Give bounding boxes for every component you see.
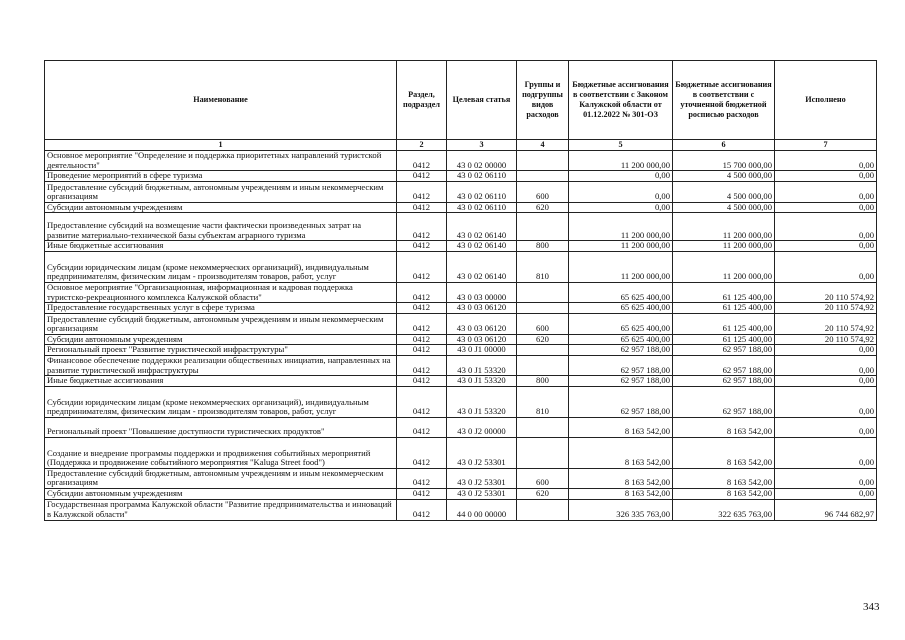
cell-updated-amount: 8 163 542,00 — [673, 488, 775, 499]
cell-updated-amount: 4 500 000,00 — [673, 202, 775, 213]
column-number-row — [45, 140, 877, 151]
header-law: Бюджетные ассигнования в соответствии с Законом Калужской области от 01.12.2022 № 301-ОЗ — [569, 61, 673, 140]
cell-group: 800 — [517, 241, 569, 252]
cell-executed-amount: 0,00 — [775, 345, 877, 356]
header-executed: Исполнено — [775, 61, 877, 140]
cell-section: 0412 — [397, 181, 447, 202]
table-row — [45, 437, 877, 468]
cell-group — [517, 499, 569, 520]
cell-target: 43 0 J1 53320 — [447, 376, 517, 387]
cell-section: 0412 — [397, 171, 447, 182]
cell-group — [517, 213, 569, 241]
cell-target: 43 0 03 00000 — [447, 282, 517, 302]
cell-section: 0412 — [397, 213, 447, 241]
cell-name: Основное мероприятие "Организационная, информационная и кадровая поддержка туристско-рекреационного комплекса Калужской области" — [45, 282, 397, 302]
cell-group: 600 — [517, 468, 569, 488]
budget-table — [44, 60, 877, 521]
table-row — [45, 313, 877, 334]
cell-name: Предоставление государственных услуг в сфере туризма — [45, 303, 397, 314]
cell-target: 43 0 02 06110 — [447, 171, 517, 182]
column-number: 2 — [397, 140, 447, 151]
cell-executed-amount: 0,00 — [775, 376, 877, 387]
cell-section: 0412 — [397, 417, 447, 437]
cell-group — [517, 345, 569, 356]
cell-updated-amount: 61 125 400,00 — [673, 313, 775, 334]
cell-target: 43 0 J1 53320 — [447, 355, 517, 375]
cell-name: Создание и внедрение программы поддержки и продвижения событийных мероприятий (Поддержка и продвижение событийного мероприятия "Kaluga Street food") — [45, 437, 397, 468]
cell-section: 0412 — [397, 499, 447, 520]
cell-group — [517, 303, 569, 314]
cell-target: 43 0 02 06110 — [447, 181, 517, 202]
cell-law-amount: 62 957 188,00 — [569, 345, 673, 356]
cell-executed-amount: 0,00 — [775, 488, 877, 499]
cell-law-amount: 8 163 542,00 — [569, 437, 673, 468]
cell-updated-amount: 62 957 188,00 — [673, 345, 775, 356]
table-row — [45, 282, 877, 302]
cell-updated-amount: 62 957 188,00 — [673, 386, 775, 417]
cell-name: Региональный проект "Развитие туристической инфраструктуры" — [45, 345, 397, 356]
cell-executed-amount: 0,00 — [775, 241, 877, 252]
cell-name: Предоставление субсидий на возмещение части фактически произведенных затрат на развитие материально-технической базы субъектам аграрного туризма — [45, 213, 397, 241]
cell-law-amount: 65 625 400,00 — [569, 303, 673, 314]
column-number: 6 — [673, 140, 775, 151]
cell-section: 0412 — [397, 241, 447, 252]
cell-name: Региональный проект "Повышение доступности туристических продуктов" — [45, 417, 397, 437]
cell-section: 0412 — [397, 437, 447, 468]
cell-section: 0412 — [397, 386, 447, 417]
cell-updated-amount: 11 200 000,00 — [673, 213, 775, 241]
table-row — [45, 202, 877, 213]
cell-section: 0412 — [397, 355, 447, 375]
budget-table-sheet — [44, 60, 877, 521]
table-row — [45, 488, 877, 499]
cell-group: 620 — [517, 334, 569, 345]
cell-group: 600 — [517, 313, 569, 334]
cell-law-amount: 65 625 400,00 — [569, 313, 673, 334]
table-row — [45, 345, 877, 356]
cell-group — [517, 282, 569, 302]
cell-executed-amount: 0,00 — [775, 355, 877, 375]
cell-executed-amount: 20 110 574,92 — [775, 282, 877, 302]
cell-executed-amount: 0,00 — [775, 171, 877, 182]
cell-group — [517, 437, 569, 468]
cell-updated-amount: 62 957 188,00 — [673, 355, 775, 375]
cell-law-amount: 8 163 542,00 — [569, 468, 673, 488]
cell-executed-amount: 0,00 — [775, 417, 877, 437]
table-row — [45, 417, 877, 437]
header-updated: Бюджетные ассигнования в соответствии с уточненной бюджетной росписью расходов — [673, 61, 775, 140]
header-name: Наименование — [45, 61, 397, 140]
cell-target: 43 0 J2 53301 — [447, 488, 517, 499]
table-row — [45, 303, 877, 314]
cell-updated-amount: 61 125 400,00 — [673, 282, 775, 302]
column-number: 4 — [517, 140, 569, 151]
header-groups: Группы и подгруппы видов расходов — [517, 61, 569, 140]
column-number: 7 — [775, 140, 877, 151]
cell-section: 0412 — [397, 313, 447, 334]
cell-target: 43 0 J2 53301 — [447, 468, 517, 488]
cell-executed-amount: 20 110 574,92 — [775, 303, 877, 314]
cell-executed-amount: 0,00 — [775, 251, 877, 282]
cell-executed-amount: 20 110 574,92 — [775, 313, 877, 334]
cell-law-amount: 8 163 542,00 — [569, 417, 673, 437]
cell-law-amount: 11 200 000,00 — [569, 213, 673, 241]
cell-name: Проведение мероприятий в сфере туризма — [45, 171, 397, 182]
cell-target: 43 0 03 06120 — [447, 313, 517, 334]
cell-group: 810 — [517, 386, 569, 417]
table-row — [45, 376, 877, 387]
cell-executed-amount: 0,00 — [775, 181, 877, 202]
cell-group: 800 — [517, 376, 569, 387]
page-number: 343 — [863, 601, 880, 613]
table-row — [45, 181, 877, 202]
cell-group: 620 — [517, 202, 569, 213]
cell-executed-amount: 0,00 — [775, 468, 877, 488]
cell-name: Субсидии автономным учреждениям — [45, 334, 397, 345]
cell-section: 0412 — [397, 202, 447, 213]
cell-law-amount: 11 200 000,00 — [569, 241, 673, 252]
cell-updated-amount: 61 125 400,00 — [673, 334, 775, 345]
cell-name: Основное мероприятие "Определение и поддержка приоритетных направлений туристской деятельности" — [45, 151, 397, 171]
table-row — [45, 241, 877, 252]
cell-group — [517, 171, 569, 182]
header-target: Целевая статья — [447, 61, 517, 140]
cell-updated-amount: 11 200 000,00 — [673, 251, 775, 282]
cell-law-amount: 62 957 188,00 — [569, 376, 673, 387]
cell-target: 43 0 02 06140 — [447, 241, 517, 252]
cell-law-amount: 8 163 542,00 — [569, 488, 673, 499]
cell-updated-amount: 4 500 000,00 — [673, 181, 775, 202]
cell-law-amount: 65 625 400,00 — [569, 334, 673, 345]
cell-law-amount: 0,00 — [569, 181, 673, 202]
cell-executed-amount: 0,00 — [775, 213, 877, 241]
table-row — [45, 334, 877, 345]
cell-executed-amount: 20 110 574,92 — [775, 334, 877, 345]
cell-updated-amount: 8 163 542,00 — [673, 468, 775, 488]
cell-section: 0412 — [397, 468, 447, 488]
cell-name: Государственная программа Калужской области "Развитие предпринимательства и инноваций в Калужской области" — [45, 499, 397, 520]
header-section: Раздел, подраздел — [397, 61, 447, 140]
cell-updated-amount: 8 163 542,00 — [673, 417, 775, 437]
table-row — [45, 251, 877, 282]
cell-section: 0412 — [397, 488, 447, 499]
cell-target: 43 0 J2 00000 — [447, 417, 517, 437]
cell-group: 600 — [517, 181, 569, 202]
table-row — [45, 171, 877, 182]
column-number: 5 — [569, 140, 673, 151]
column-number: 3 — [447, 140, 517, 151]
cell-name: Предоставление субсидий бюджетным, автономным учреждениям и иным некоммерческим организациям — [45, 181, 397, 202]
cell-updated-amount: 15 700 000,00 — [673, 151, 775, 171]
cell-name: Субсидии автономным учреждениям — [45, 488, 397, 499]
table-row — [45, 468, 877, 488]
cell-law-amount: 62 957 188,00 — [569, 386, 673, 417]
cell-executed-amount: 0,00 — [775, 437, 877, 468]
cell-target: 43 0 02 06110 — [447, 202, 517, 213]
cell-executed-amount: 0,00 — [775, 386, 877, 417]
cell-updated-amount: 11 200 000,00 — [673, 241, 775, 252]
cell-group — [517, 151, 569, 171]
cell-section: 0412 — [397, 151, 447, 171]
cell-law-amount: 0,00 — [569, 171, 673, 182]
cell-section: 0412 — [397, 282, 447, 302]
cell-section: 0412 — [397, 251, 447, 282]
cell-section: 0412 — [397, 376, 447, 387]
cell-section: 0412 — [397, 303, 447, 314]
cell-target: 43 0 03 06120 — [447, 334, 517, 345]
cell-target: 43 0 J1 53320 — [447, 386, 517, 417]
cell-target: 43 0 02 06140 — [447, 213, 517, 241]
cell-executed-amount: 0,00 — [775, 151, 877, 171]
cell-updated-amount: 4 500 000,00 — [673, 171, 775, 182]
cell-law-amount: 11 200 000,00 — [569, 151, 673, 171]
cell-target: 43 0 02 00000 — [447, 151, 517, 171]
cell-group: 620 — [517, 488, 569, 499]
table-row — [45, 151, 877, 171]
cell-name: Субсидии автономным учреждениям — [45, 202, 397, 213]
table-row — [45, 386, 877, 417]
cell-name: Иные бюджетные ассигнования — [45, 241, 397, 252]
cell-name: Финансовое обеспечение поддержки реализации общественных инициатив, направленных на развитие туристической инфраструктуры — [45, 355, 397, 375]
cell-name: Предоставление субсидий бюджетным, автономным учреждениям и иным некоммерческим организациям — [45, 468, 397, 488]
cell-section: 0412 — [397, 334, 447, 345]
cell-law-amount: 65 625 400,00 — [569, 282, 673, 302]
cell-target: 43 0 02 06140 — [447, 251, 517, 282]
table-row — [45, 213, 877, 241]
table-row — [45, 499, 877, 520]
table-row — [45, 355, 877, 375]
cell-law-amount: 326 335 763,00 — [569, 499, 673, 520]
cell-target: 43 0 J1 00000 — [447, 345, 517, 356]
cell-name: Субсидии юридическим лицам (кроме некоммерческих организаций), индивидуальным предпринимателям, физическим лицам - производителям товаров, работ, услуг — [45, 386, 397, 417]
cell-target: 44 0 00 00000 — [447, 499, 517, 520]
cell-executed-amount: 96 744 682,97 — [775, 499, 877, 520]
cell-updated-amount: 61 125 400,00 — [673, 303, 775, 314]
cell-name: Предоставление субсидий бюджетным, автономным учреждениям и иным некоммерческим организациям — [45, 313, 397, 334]
cell-executed-amount: 0,00 — [775, 202, 877, 213]
column-number: 1 — [45, 140, 397, 151]
cell-group — [517, 417, 569, 437]
cell-name: Иные бюджетные ассигнования — [45, 376, 397, 387]
cell-target: 43 0 03 06120 — [447, 303, 517, 314]
header-row — [45, 61, 877, 140]
cell-target: 43 0 J2 53301 — [447, 437, 517, 468]
cell-law-amount: 62 957 188,00 — [569, 355, 673, 375]
cell-law-amount: 11 200 000,00 — [569, 251, 673, 282]
cell-name: Субсидии юридическим лицам (кроме некоммерческих организаций), индивидуальным предпринимателям, физическим лицам - производителям товаров, работ, услуг — [45, 251, 397, 282]
cell-group — [517, 355, 569, 375]
cell-updated-amount: 322 635 763,00 — [673, 499, 775, 520]
cell-group: 810 — [517, 251, 569, 282]
cell-law-amount: 0,00 — [569, 202, 673, 213]
cell-updated-amount: 8 163 542,00 — [673, 437, 775, 468]
cell-updated-amount: 62 957 188,00 — [673, 376, 775, 387]
cell-section: 0412 — [397, 345, 447, 356]
